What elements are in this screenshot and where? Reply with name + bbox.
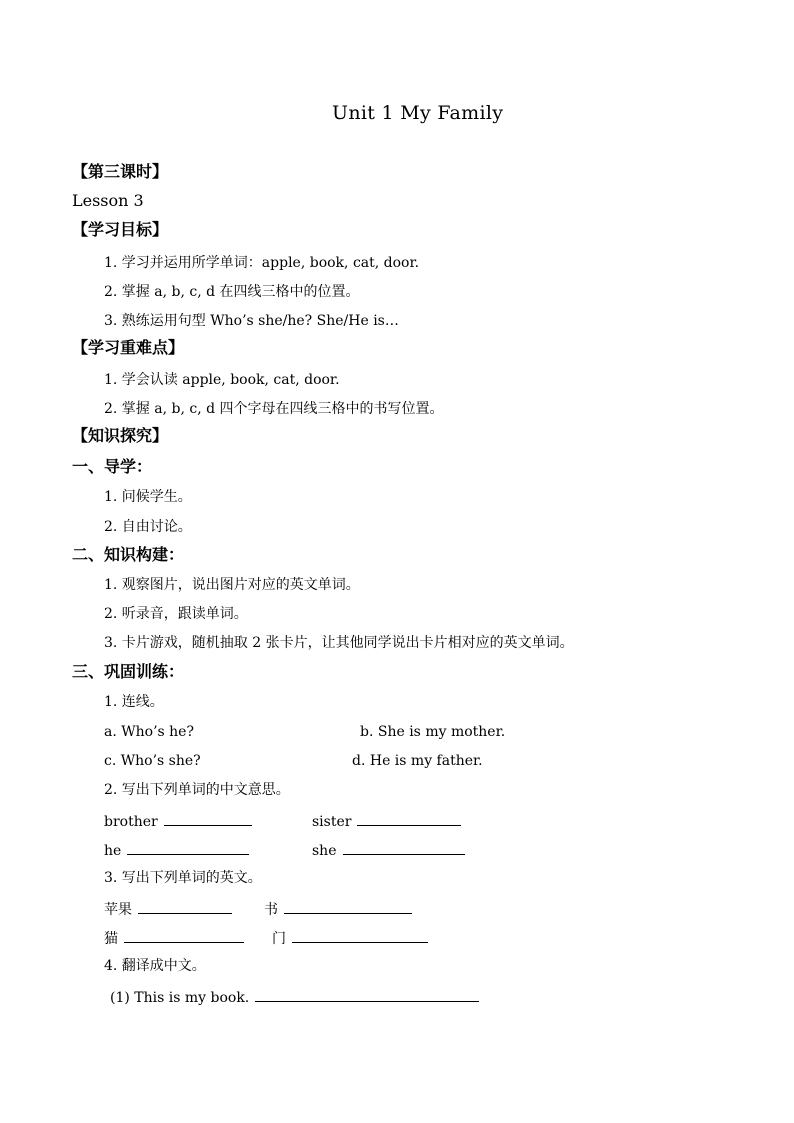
objective-item: 3. 熟练运用句型 Who’s she/he? She/He is…	[104, 313, 399, 329]
period-heading: 【第三课时】	[72, 162, 169, 181]
word-label: sister	[312, 814, 352, 830]
section-guide-heading: 一、导学：	[72, 457, 153, 476]
exercise-1-title: 1. 连线。	[104, 694, 164, 710]
word-label: 苹果	[104, 902, 132, 918]
word-label: he	[104, 843, 122, 859]
answer-blank[interactable]	[343, 840, 465, 855]
answer-blank[interactable]	[124, 928, 244, 943]
translate-row	[110, 987, 479, 1007]
word-label: brother	[104, 814, 158, 830]
lesson-label: Lesson 3	[72, 191, 144, 210]
objective-item: 1. 学习并运用所学单词：apple, book, cat, door.	[104, 255, 420, 271]
answer-blank[interactable]	[255, 987, 479, 1002]
key-point-item: 2. 掌握 a, b, c, d 四个字母在四线三格中的书写位置。	[104, 401, 444, 417]
answer-blank[interactable]	[127, 840, 249, 855]
match-item-a: a. Who’s he?	[104, 724, 194, 740]
key-points-heading: 【学习重难点】	[72, 338, 185, 357]
word-row	[104, 899, 232, 919]
answer-blank[interactable]	[164, 811, 252, 826]
section-build-heading: 二、知识构建：	[72, 545, 185, 564]
word-label: 猫	[104, 931, 118, 947]
match-item-c: c. Who’s she?	[104, 753, 201, 769]
section-practice-heading: 三、巩固训练：	[72, 662, 185, 681]
word-row	[264, 899, 412, 919]
translate-question: (1) This is my book.	[110, 990, 250, 1006]
build-item: 2. 听录音，跟读单词。	[104, 606, 248, 622]
guide-item: 1. 问候学生。	[104, 489, 192, 505]
word-row	[272, 928, 428, 948]
answer-blank[interactable]	[284, 899, 412, 914]
word-label: 门	[272, 931, 286, 947]
exercise-2-title: 2. 写出下列单词的中文意思。	[104, 782, 290, 798]
key-point-item: 1. 学会认读 apple, book, cat, door.	[104, 372, 340, 388]
guide-item: 2. 自由讨论。	[104, 519, 192, 535]
answer-blank[interactable]	[357, 811, 461, 826]
exercise-3-title: 3. 写出下列单词的英文。	[104, 870, 262, 886]
word-row	[104, 811, 252, 831]
build-item: 3. 卡片游戏，随机抽取 2 张卡片，让其他同学说出卡片相对应的英文单词。	[104, 635, 574, 651]
answer-blank[interactable]	[292, 928, 428, 943]
match-item-b: b. She is my mother.	[360, 724, 506, 740]
match-item-d: d. He is my father.	[352, 753, 483, 769]
explore-heading: 【知识探究】	[72, 426, 169, 445]
word-row	[312, 811, 461, 831]
word-row	[104, 840, 249, 860]
answer-blank[interactable]	[138, 899, 232, 914]
word-row	[104, 928, 244, 948]
word-label: she	[312, 843, 337, 859]
exercise-4-title: 4. 翻译成中文。	[104, 958, 206, 974]
objectives-heading: 【学习目标】	[72, 220, 169, 239]
page-title: Unit 1 My Family	[332, 102, 504, 124]
build-item: 1. 观察图片，说出图片对应的英文单词。	[104, 577, 360, 593]
word-label: 书	[264, 902, 278, 918]
objective-item: 2. 掌握 a, b, c, d 在四线三格中的位置。	[104, 284, 360, 300]
word-row	[312, 840, 465, 860]
